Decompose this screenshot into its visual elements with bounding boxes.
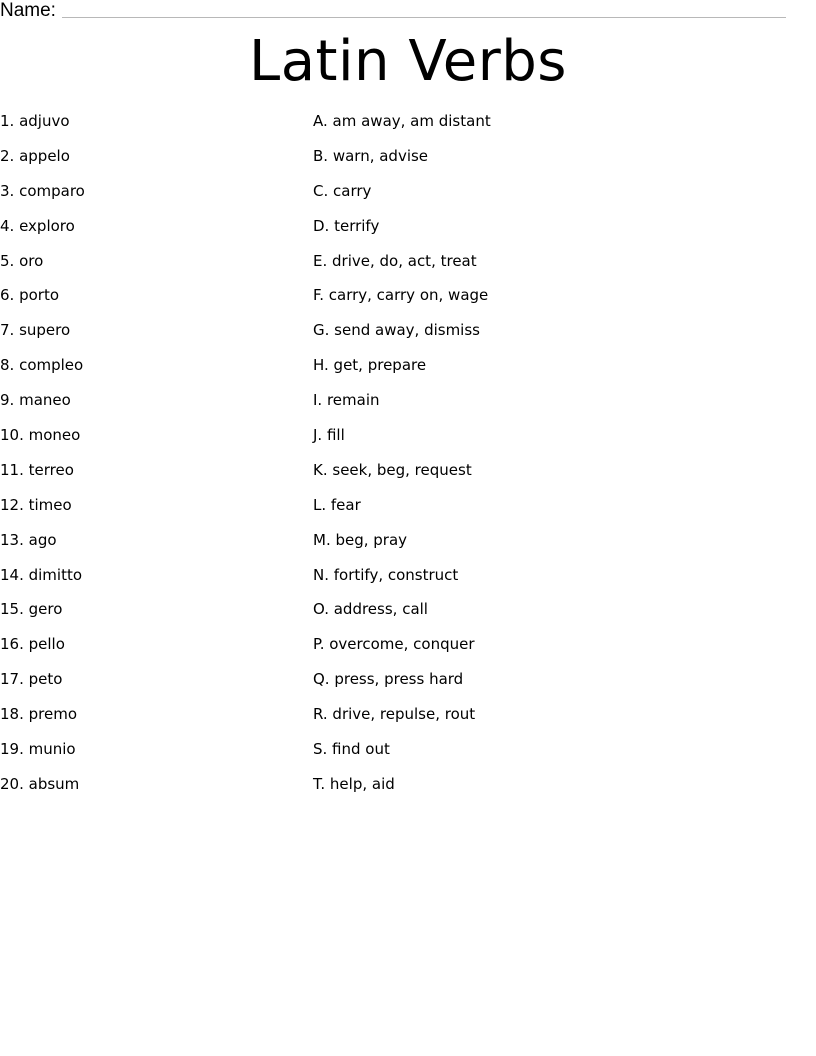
definition-item: P. overcome, conquer [313,635,475,654]
term-item: 9. maneo [0,391,71,410]
term-item: 8. compleo [0,356,84,375]
term-item: 18. premo [0,705,77,724]
definition-item: H. get, prepare [313,356,427,375]
term-item: 3. comparo [0,181,85,200]
definition-item: E. drive, do, act, treat [313,251,477,270]
definition-item: K. seek, beg, request [313,460,472,479]
definition-item: I. remain [313,391,380,410]
definition-item: C. carry [313,181,372,200]
definition-item: O. address, call [313,600,428,619]
definition-item: F. carry, carry on, wage [313,286,489,305]
definition-item: M. beg, pray [313,530,408,549]
page-title: Latin Verbs [249,29,567,94]
term-item: 12. timeo [0,495,72,514]
definitions-column [313,104,793,802]
term-item: 11. terreo [0,460,74,479]
definition-item: R. drive, repulse, rout [313,705,476,724]
term-item: 7. supero [0,321,71,340]
term-item: 16. pello [0,635,65,654]
term-item: 19. munio [0,740,76,759]
terms-column [0,104,300,802]
term-item: 1. adjuvo [0,112,70,130]
definition-item: S. find out [313,740,390,759]
definition-item: J. fill [313,426,345,445]
term-item: 17. peto [0,670,63,689]
definition-item: B. warn, advise [313,146,429,165]
definition-item: T. help, aid [313,774,395,793]
term-item: 6. porto [0,286,60,305]
term-item: 20. absum [0,774,80,793]
term-item: 5. oro [0,251,44,270]
definition-item: N. fortify, construct [313,565,459,584]
name-label: Name: [0,0,56,21]
term-item: 14. dimitto [0,565,83,584]
name-field-row [0,0,790,20]
definition-item: G. send away, dismiss [313,321,480,340]
definition-item: Q. press, press hard [313,670,464,689]
name-blank-line[interactable] [62,17,786,18]
term-item: 4. exploro [0,216,75,235]
term-item: 15. gero [0,600,63,619]
term-item: 13. ago [0,530,57,549]
definition-item: D. terrify [313,216,380,235]
term-item: 10. moneo [0,426,81,445]
definition-item: L. fear [313,495,361,514]
term-item: 2. appelo [0,146,70,165]
definition-item: A. am away, am distant [313,112,491,130]
